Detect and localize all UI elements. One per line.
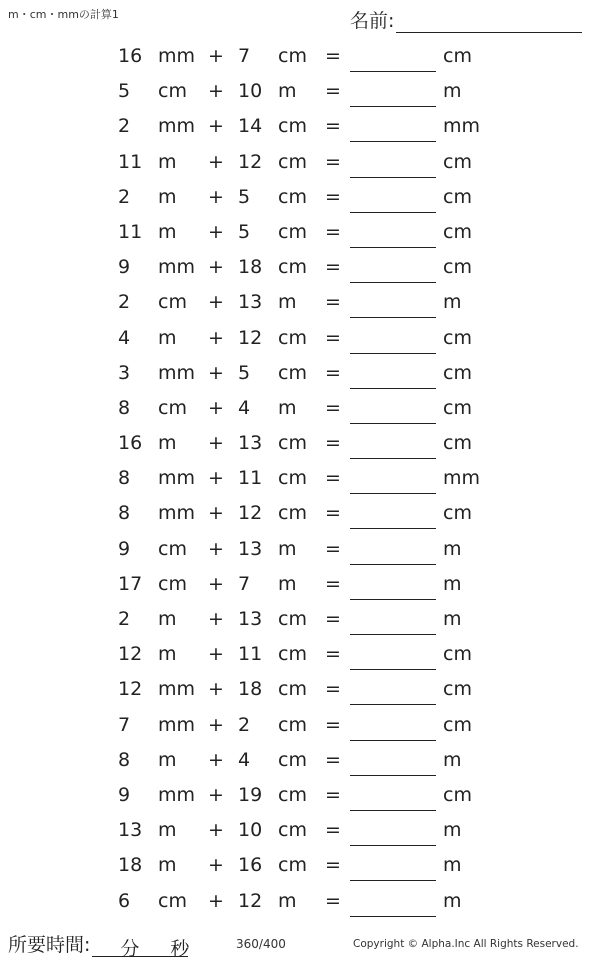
problem-row <box>0 496 600 531</box>
answer-unit: m <box>443 80 462 103</box>
answer-blank[interactable] <box>350 317 436 318</box>
plus-sign: + <box>208 467 224 490</box>
second-unit: cm <box>278 115 307 138</box>
answer-unit: cm <box>443 502 472 525</box>
worksheet-title: m・cm・mmの計算1 <box>8 8 119 21</box>
first-number: 8 <box>118 748 131 771</box>
answer-unit: cm <box>443 713 472 736</box>
first-unit: mm <box>158 713 196 736</box>
answer-unit: cm <box>443 45 472 67</box>
second-unit: cm <box>278 502 307 525</box>
second-number: 16 <box>238 854 263 877</box>
problem-row <box>0 74 600 109</box>
answer-blank[interactable] <box>350 599 436 600</box>
first-number: 13 <box>118 819 143 842</box>
problem-row <box>0 602 600 637</box>
first-number: 2 <box>118 185 131 208</box>
equals-sign: = <box>325 256 341 279</box>
problem-row <box>0 743 600 778</box>
answer-blank[interactable] <box>350 282 436 283</box>
plus-sign: + <box>208 854 224 877</box>
second-unit: m <box>278 80 297 103</box>
first-unit: m <box>158 185 177 208</box>
name-area <box>350 6 582 33</box>
problem-row <box>0 285 600 320</box>
answer-unit: cm <box>443 185 472 208</box>
problem-row <box>0 180 600 215</box>
first-number: 12 <box>118 643 143 666</box>
first-unit: cm <box>158 80 187 103</box>
plus-sign: + <box>208 783 224 806</box>
equals-sign: = <box>325 748 341 771</box>
plus-sign: + <box>208 572 224 595</box>
second-number: 5 <box>238 220 251 243</box>
equals-sign: = <box>325 889 341 912</box>
second-unit: m <box>278 291 297 314</box>
second-unit: cm <box>278 185 307 208</box>
first-number: 16 <box>118 45 143 67</box>
plus-sign: + <box>208 220 224 243</box>
equals-sign: = <box>325 45 341 67</box>
answer-blank[interactable] <box>350 740 436 741</box>
seconds-label: 秒 <box>170 938 190 960</box>
equals-sign: = <box>325 678 341 701</box>
problem-row <box>0 672 600 707</box>
first-unit: cm <box>158 537 187 560</box>
problem-row <box>0 391 600 426</box>
second-unit: cm <box>278 45 307 67</box>
problem-row <box>0 39 600 74</box>
first-unit: m <box>158 748 177 771</box>
first-number: 2 <box>118 115 131 138</box>
plus-sign: + <box>208 45 224 67</box>
answer-unit: m <box>443 572 462 595</box>
answer-blank[interactable] <box>350 458 436 459</box>
answer-blank[interactable] <box>350 388 436 389</box>
equals-sign: = <box>325 467 341 490</box>
answer-blank[interactable] <box>350 106 436 107</box>
answer-blank[interactable] <box>350 141 436 142</box>
second-unit: cm <box>278 361 307 384</box>
problem-row <box>0 848 600 883</box>
first-number: 17 <box>118 572 143 595</box>
equals-sign: = <box>325 608 341 630</box>
problem-row <box>0 884 600 919</box>
problem-row <box>0 461 600 496</box>
second-unit: cm <box>278 748 307 771</box>
plus-sign: + <box>208 256 224 279</box>
equals-sign: = <box>325 854 341 877</box>
score: 360/400 <box>236 937 286 951</box>
first-number: 9 <box>118 783 131 806</box>
answer-unit: cm <box>443 150 472 173</box>
second-number: 12 <box>238 150 263 173</box>
first-unit: mm <box>158 115 196 138</box>
second-unit: cm <box>278 819 307 842</box>
equals-sign: = <box>325 396 341 419</box>
answer-unit: m <box>443 889 462 912</box>
answer-unit: cm <box>443 220 472 243</box>
answer-unit: m <box>443 819 462 842</box>
first-unit: m <box>158 854 177 877</box>
problem-row <box>0 708 600 743</box>
first-number: 9 <box>118 256 131 279</box>
first-unit: cm <box>158 572 187 595</box>
first-number: 2 <box>118 608 131 630</box>
second-number: 19 <box>238 783 263 806</box>
first-unit: mm <box>158 361 196 384</box>
problem-row <box>0 215 600 250</box>
answer-unit: cm <box>443 432 472 455</box>
problem-row <box>0 778 600 813</box>
equals-sign: = <box>325 185 341 208</box>
answer-blank[interactable] <box>350 880 436 881</box>
second-number: 4 <box>238 396 251 419</box>
first-number: 16 <box>118 432 143 455</box>
first-unit: m <box>158 432 177 455</box>
second-number: 11 <box>238 643 263 666</box>
first-unit: cm <box>158 396 187 419</box>
first-unit: mm <box>158 45 196 67</box>
answer-blank[interactable] <box>350 423 436 424</box>
first-unit: m <box>158 220 177 243</box>
answer-unit: cm <box>443 678 472 701</box>
first-number: 5 <box>118 80 131 103</box>
second-number: 12 <box>238 889 263 912</box>
problem-row <box>0 145 600 180</box>
plus-sign: + <box>208 185 224 208</box>
problem-row <box>0 532 600 567</box>
equals-sign: = <box>325 115 341 138</box>
plus-sign: + <box>208 150 224 173</box>
equals-sign: = <box>325 502 341 525</box>
first-number: 11 <box>118 150 143 173</box>
second-unit: cm <box>278 432 307 455</box>
minutes-label: 分 <box>120 938 140 960</box>
answer-unit: m <box>443 291 462 314</box>
answer-unit: cm <box>443 256 472 279</box>
second-number: 12 <box>238 502 263 525</box>
answer-unit: cm <box>443 396 472 419</box>
first-number: 8 <box>118 502 131 525</box>
second-unit: cm <box>278 713 307 736</box>
equals-sign: = <box>325 643 341 666</box>
answer-unit: cm <box>443 326 472 349</box>
first-number: 12 <box>118 678 143 701</box>
answer-unit: m <box>443 537 462 560</box>
plus-sign: + <box>208 643 224 666</box>
answer-unit: cm <box>443 361 472 384</box>
second-number: 5 <box>238 185 251 208</box>
equals-sign: = <box>325 150 341 173</box>
answer-blank[interactable] <box>350 564 436 565</box>
second-number: 10 <box>238 80 263 103</box>
answer-blank[interactable] <box>350 704 436 705</box>
second-number: 2 <box>238 713 251 736</box>
time-label: 所要時間: <box>8 934 91 956</box>
plus-sign: + <box>208 361 224 384</box>
equals-sign: = <box>325 537 341 560</box>
answer-blank[interactable] <box>350 71 436 72</box>
answer-blank[interactable] <box>350 247 436 248</box>
answer-blank[interactable] <box>350 528 436 529</box>
second-unit: cm <box>278 643 307 666</box>
equals-sign: = <box>325 572 341 595</box>
plus-sign: + <box>208 537 224 560</box>
plus-sign: + <box>208 291 224 314</box>
second-number: 18 <box>238 678 263 701</box>
second-number: 18 <box>238 256 263 279</box>
second-unit: cm <box>278 326 307 349</box>
second-number: 7 <box>238 572 251 595</box>
first-number: 8 <box>118 467 131 490</box>
first-number: 6 <box>118 889 131 912</box>
answer-blank[interactable] <box>350 212 436 213</box>
second-number: 13 <box>238 537 263 560</box>
time-field[interactable] <box>92 934 190 960</box>
second-unit: cm <box>278 854 307 877</box>
first-unit: m <box>158 643 177 666</box>
plus-sign: + <box>208 326 224 349</box>
first-number: 2 <box>118 291 131 314</box>
plus-sign: + <box>208 608 224 630</box>
second-number: 7 <box>238 45 251 67</box>
answer-blank[interactable] <box>350 916 436 917</box>
plus-sign: + <box>208 748 224 771</box>
answer-blank[interactable] <box>350 845 436 846</box>
plus-sign: + <box>208 80 224 103</box>
problem-row <box>0 426 600 461</box>
equals-sign: = <box>325 361 341 384</box>
problem-row <box>0 109 600 144</box>
equals-sign: = <box>325 80 341 103</box>
second-unit: m <box>278 537 297 560</box>
first-unit: mm <box>158 783 196 806</box>
first-unit: cm <box>158 291 187 314</box>
plus-sign: + <box>208 432 224 455</box>
first-unit: mm <box>158 678 196 701</box>
first-number: 18 <box>118 854 143 877</box>
answer-unit: mm <box>443 115 481 138</box>
problem-row <box>0 813 600 848</box>
answer-blank[interactable] <box>350 634 436 635</box>
second-number: 13 <box>238 432 263 455</box>
first-unit: mm <box>158 256 196 279</box>
second-number: 10 <box>238 819 263 842</box>
answer-blank[interactable] <box>350 775 436 776</box>
second-number: 4 <box>238 748 251 771</box>
second-unit: m <box>278 396 297 419</box>
first-unit: m <box>158 819 177 842</box>
second-unit: cm <box>278 608 307 630</box>
time-area <box>8 930 190 960</box>
name-field[interactable] <box>396 10 582 33</box>
second-unit: m <box>278 572 297 595</box>
first-number: 8 <box>118 396 131 419</box>
first-unit: m <box>158 326 177 349</box>
equals-sign: = <box>325 783 341 806</box>
first-number: 4 <box>118 326 131 349</box>
first-number: 3 <box>118 361 131 384</box>
equals-sign: = <box>325 326 341 349</box>
problem-row <box>0 250 600 285</box>
equals-sign: = <box>325 220 341 243</box>
answer-unit: m <box>443 608 462 630</box>
second-number: 11 <box>238 467 263 490</box>
problem-row <box>0 356 600 391</box>
problem-list <box>0 39 600 919</box>
first-number: 7 <box>118 713 131 736</box>
equals-sign: = <box>325 819 341 842</box>
plus-sign: + <box>208 115 224 138</box>
second-unit: cm <box>278 783 307 806</box>
plus-sign: + <box>208 396 224 419</box>
second-number: 14 <box>238 115 263 138</box>
first-unit: m <box>158 608 177 630</box>
answer-unit: cm <box>443 643 472 666</box>
plus-sign: + <box>208 819 224 842</box>
equals-sign: = <box>325 713 341 736</box>
equals-sign: = <box>325 432 341 455</box>
second-unit: cm <box>278 467 307 490</box>
problem-row <box>0 321 600 356</box>
second-number: 13 <box>238 608 263 630</box>
problem-row <box>0 637 600 672</box>
name-label: 名前: <box>350 10 395 32</box>
answer-blank[interactable] <box>350 177 436 178</box>
first-unit: mm <box>158 502 196 525</box>
copyright-notice: Copyright © Alpha.Inc All Rights Reserved. <box>353 938 579 950</box>
second-unit: cm <box>278 220 307 243</box>
answer-unit: m <box>443 854 462 877</box>
second-unit: cm <box>278 150 307 173</box>
answer-unit: mm <box>443 467 481 490</box>
second-number: 5 <box>238 361 251 384</box>
first-unit: mm <box>158 467 196 490</box>
plus-sign: + <box>208 502 224 525</box>
first-number: 9 <box>118 537 131 560</box>
plus-sign: + <box>208 713 224 736</box>
second-number: 12 <box>238 326 263 349</box>
first-unit: m <box>158 150 177 173</box>
first-unit: cm <box>158 889 187 912</box>
answer-unit: cm <box>443 783 472 806</box>
answer-unit: m <box>443 748 462 771</box>
second-unit: cm <box>278 256 307 279</box>
answer-blank[interactable] <box>350 493 436 494</box>
answer-blank[interactable] <box>350 810 436 811</box>
answer-blank[interactable] <box>350 669 436 670</box>
second-unit: cm <box>278 678 307 701</box>
second-unit: m <box>278 889 297 912</box>
second-number: 13 <box>238 291 263 314</box>
answer-blank[interactable] <box>350 353 436 354</box>
first-number: 11 <box>118 220 143 243</box>
equals-sign: = <box>325 291 341 314</box>
plus-sign: + <box>208 889 224 912</box>
plus-sign: + <box>208 678 224 701</box>
problem-row <box>0 567 600 602</box>
